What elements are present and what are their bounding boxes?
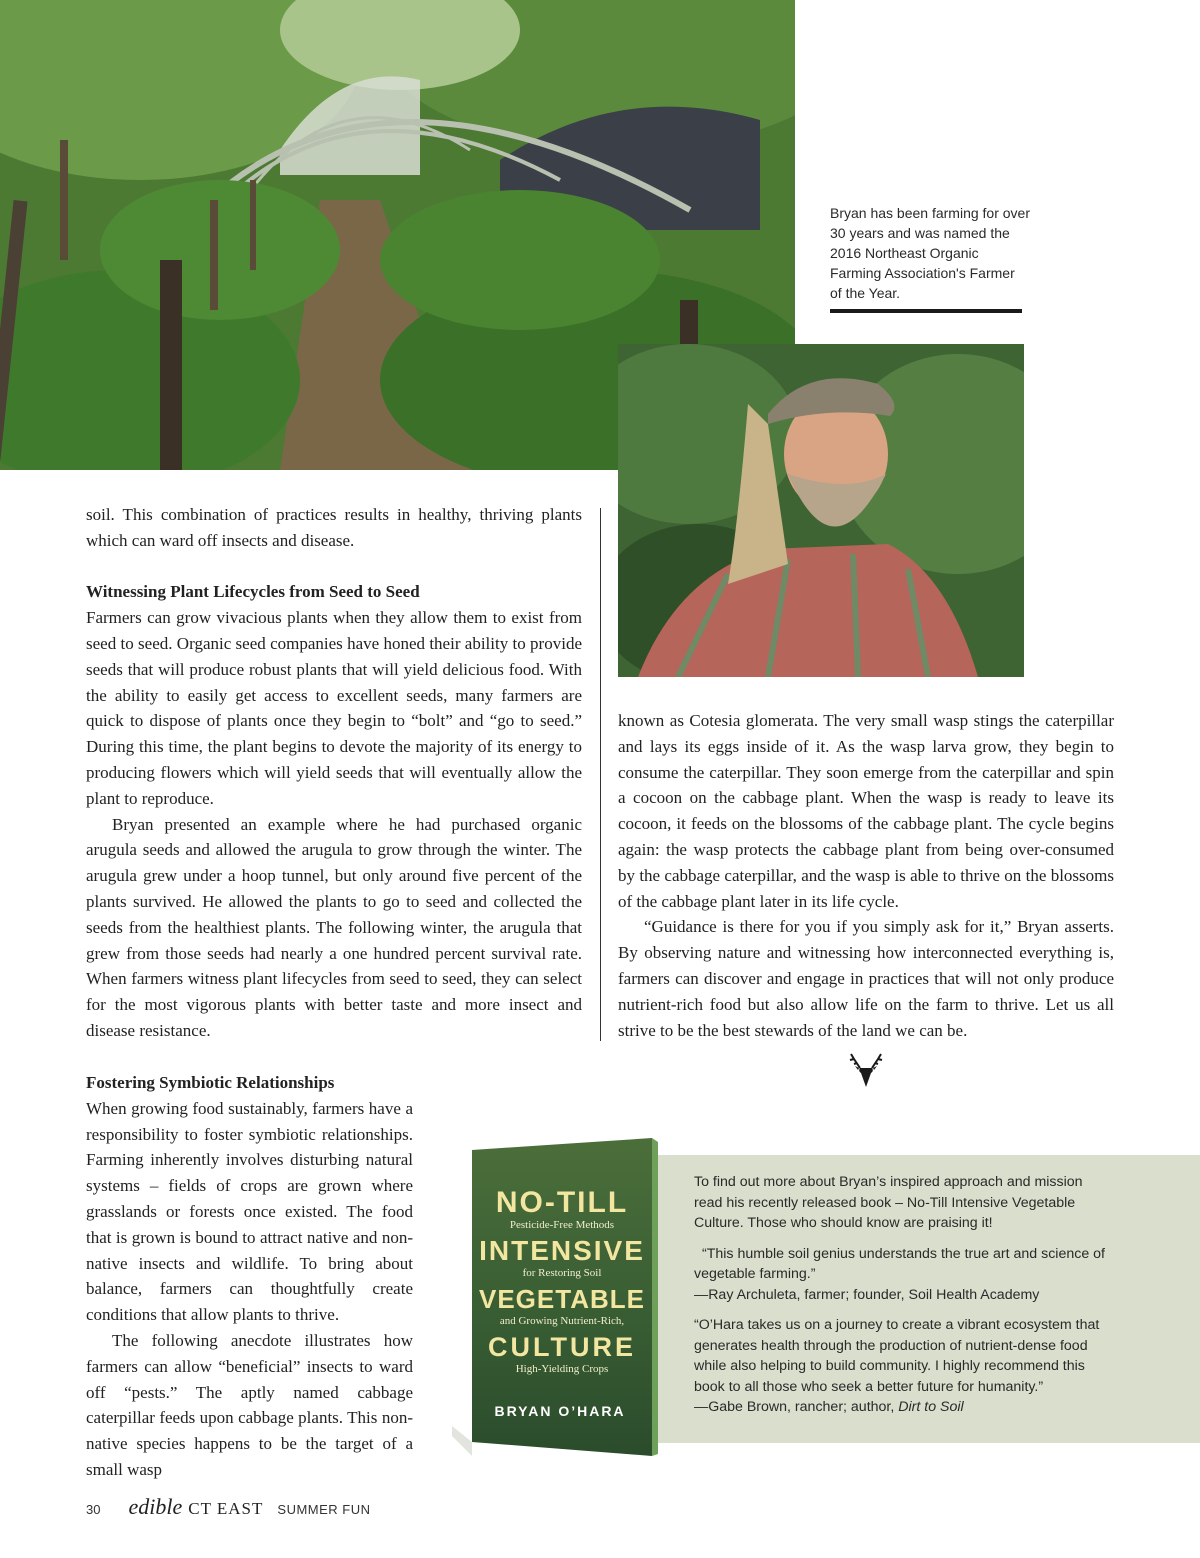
article-column-left-bottom: [86, 1070, 413, 1483]
paragraph: When growing food sustainably, farmers have a responsibility to foster symbiotic relationships. Farming inherently involves disturbing natural systems – fields of crops are grown where grasslands or forests once existed. The food that is grown is bound to attract native and non-native insects and wildlife. To bring about balance, farmers can thoughtfully create conditions that allow plants to thrive.: [86, 1098, 413, 1325]
page-footer: [86, 1494, 371, 1520]
article-column-left-top: [86, 502, 582, 1044]
caption-rule: [830, 309, 1022, 313]
cover-title-line: CULTURE: [488, 1332, 636, 1362]
cover-title-line: NO-TILL: [495, 1186, 629, 1219]
issue-section: SUMMER FUN: [277, 1502, 371, 1517]
book-quote: “This humble soil genius understands the true art and science of vegetable farming.”: [694, 1245, 1105, 1282]
cover-subtitle-line: for Restoring Soil: [522, 1267, 602, 1279]
book-quote-attribution: —Ray Archuleta, farmer; founder, Soil Health Academy: [694, 1286, 1040, 1303]
section-heading-symbiotic: Fostering Symbiotic Relationships: [86, 1073, 335, 1092]
book-quote: “O’Hara takes us on a journey to create a vibrant ecosystem that generates health through the production of nutrient-dense food while also helping to build community. I highly recommend this book to all those who seek a better future for humanity.”: [694, 1317, 1100, 1395]
spacer: [86, 554, 582, 580]
paragraph: known as Cotesia glomerata. The very small wasp stings the caterpillar and lays its eggs inside of it. As the wasp larva grow, they begin to consume the caterpillar. They soon emerge from the caterpillar and spin a cocoon on the cabbage plant. When the wasp is ready to leave its cocoon, it feeds on the blossoms of the cabbage plant. The cycle begins again: the wasp protects the cabbage plant from being over-consumed by the cabbage caterpillar, and the wasp is able to thrive on the blossoms of the cabbage plant later in its life cycle.: [618, 711, 1114, 911]
deer-head-icon: [846, 1051, 886, 1091]
book-intro: To find out more about Bryan’s inspired approach and mission read his recently released book – No-Till Intensive Vegetable Culture. Those who should know are praising it!: [694, 1174, 1083, 1231]
paragraph: “Guidance is there for you if you simply ask for it,” Bryan asserts. By observing nature and witnessing how interconnected everything is, farmers can discover and engage in practices that will not only produce nutrient-rich food but also allow life on the farm to thrive. Let us all strive to be the best stewards of the land we can be.: [618, 917, 1114, 1040]
magazine-region: CT EAST: [188, 1499, 264, 1518]
book-quote-attribution: [694, 1397, 1114, 1418]
paragraph: Bryan presented an example where he had purchased organic arugula seeds and allowed the arugula to grow through the winter. The arugula grew under a hoop tunnel, but only around five percent of the plants survived. He allowed the plants to go to seed and collected the seeds from the healthiest plants. The following winter, the arugula that grew from those seeds had nearly a one hundred percent survival rate. When farmers witness plant lifecycles from seed to seed, they can select for the most vigorous plants with better taste and more insect and disease resistance.: [86, 814, 582, 1040]
cover-subtitle-line: and Growing Nutrient-Rich,: [499, 1315, 625, 1327]
paragraph: Farmers can grow vivacious plants when they allow them to exist from seed to seed. Organic seed companies have honed their ability to provide seeds that will produce robust plants that will yield delicious food. With the ability to easily get access to excellent seeds, many farmers are quick to dispose of plants once they begin to “bolt” and “go to seed.” During this time, the plant begins to devote the majority of its energy to producing flowers which will yield seeds that will eventually allow the plant to reproduce.: [86, 608, 582, 808]
cover-author: BRYAN O’HARA: [494, 1403, 626, 1419]
photo-caption: Bryan has been farming for over 30 years and was named the 2016 Northeast Organic Farming Association's Farmer of the Year.: [830, 205, 1030, 301]
cover-subtitle-line: Pesticide-Free Methods: [509, 1219, 615, 1231]
page-number: 30: [86, 1502, 101, 1517]
cover-title-line: VEGETABLE: [479, 1284, 645, 1314]
book-title-italic: Dirt to Soil: [898, 1399, 964, 1415]
magazine-brand: edible: [128, 1494, 183, 1519]
article-column-right: [618, 708, 1114, 1043]
paragraph: soil. This combination of practices results in healthy, thriving plants which can ward off insects and disease.: [86, 505, 582, 550]
column-divider: [600, 508, 601, 1041]
portrait-photo-bryan: [618, 344, 1024, 677]
paragraph: The following anecdote illustrates how farmers can allow “beneficial” insects to ward off “pests.” The aptly named cabbage caterpillar feeds upon cabbage plants. This non-native species happens to be the target of a small wasp: [86, 1330, 413, 1479]
cover-title-line: INTENSIVE: [479, 1235, 645, 1266]
book-promo-text: [694, 1172, 1114, 1428]
section-heading-seed-to-seed: Witnessing Plant Lifecycles from Seed to Seed: [86, 582, 420, 602]
attribution-text: —Gabe Brown, rancher; author,: [694, 1399, 899, 1415]
cover-subtitle-line: High-Yielding Crops: [515, 1363, 609, 1375]
book-cover: [452, 1136, 660, 1458]
